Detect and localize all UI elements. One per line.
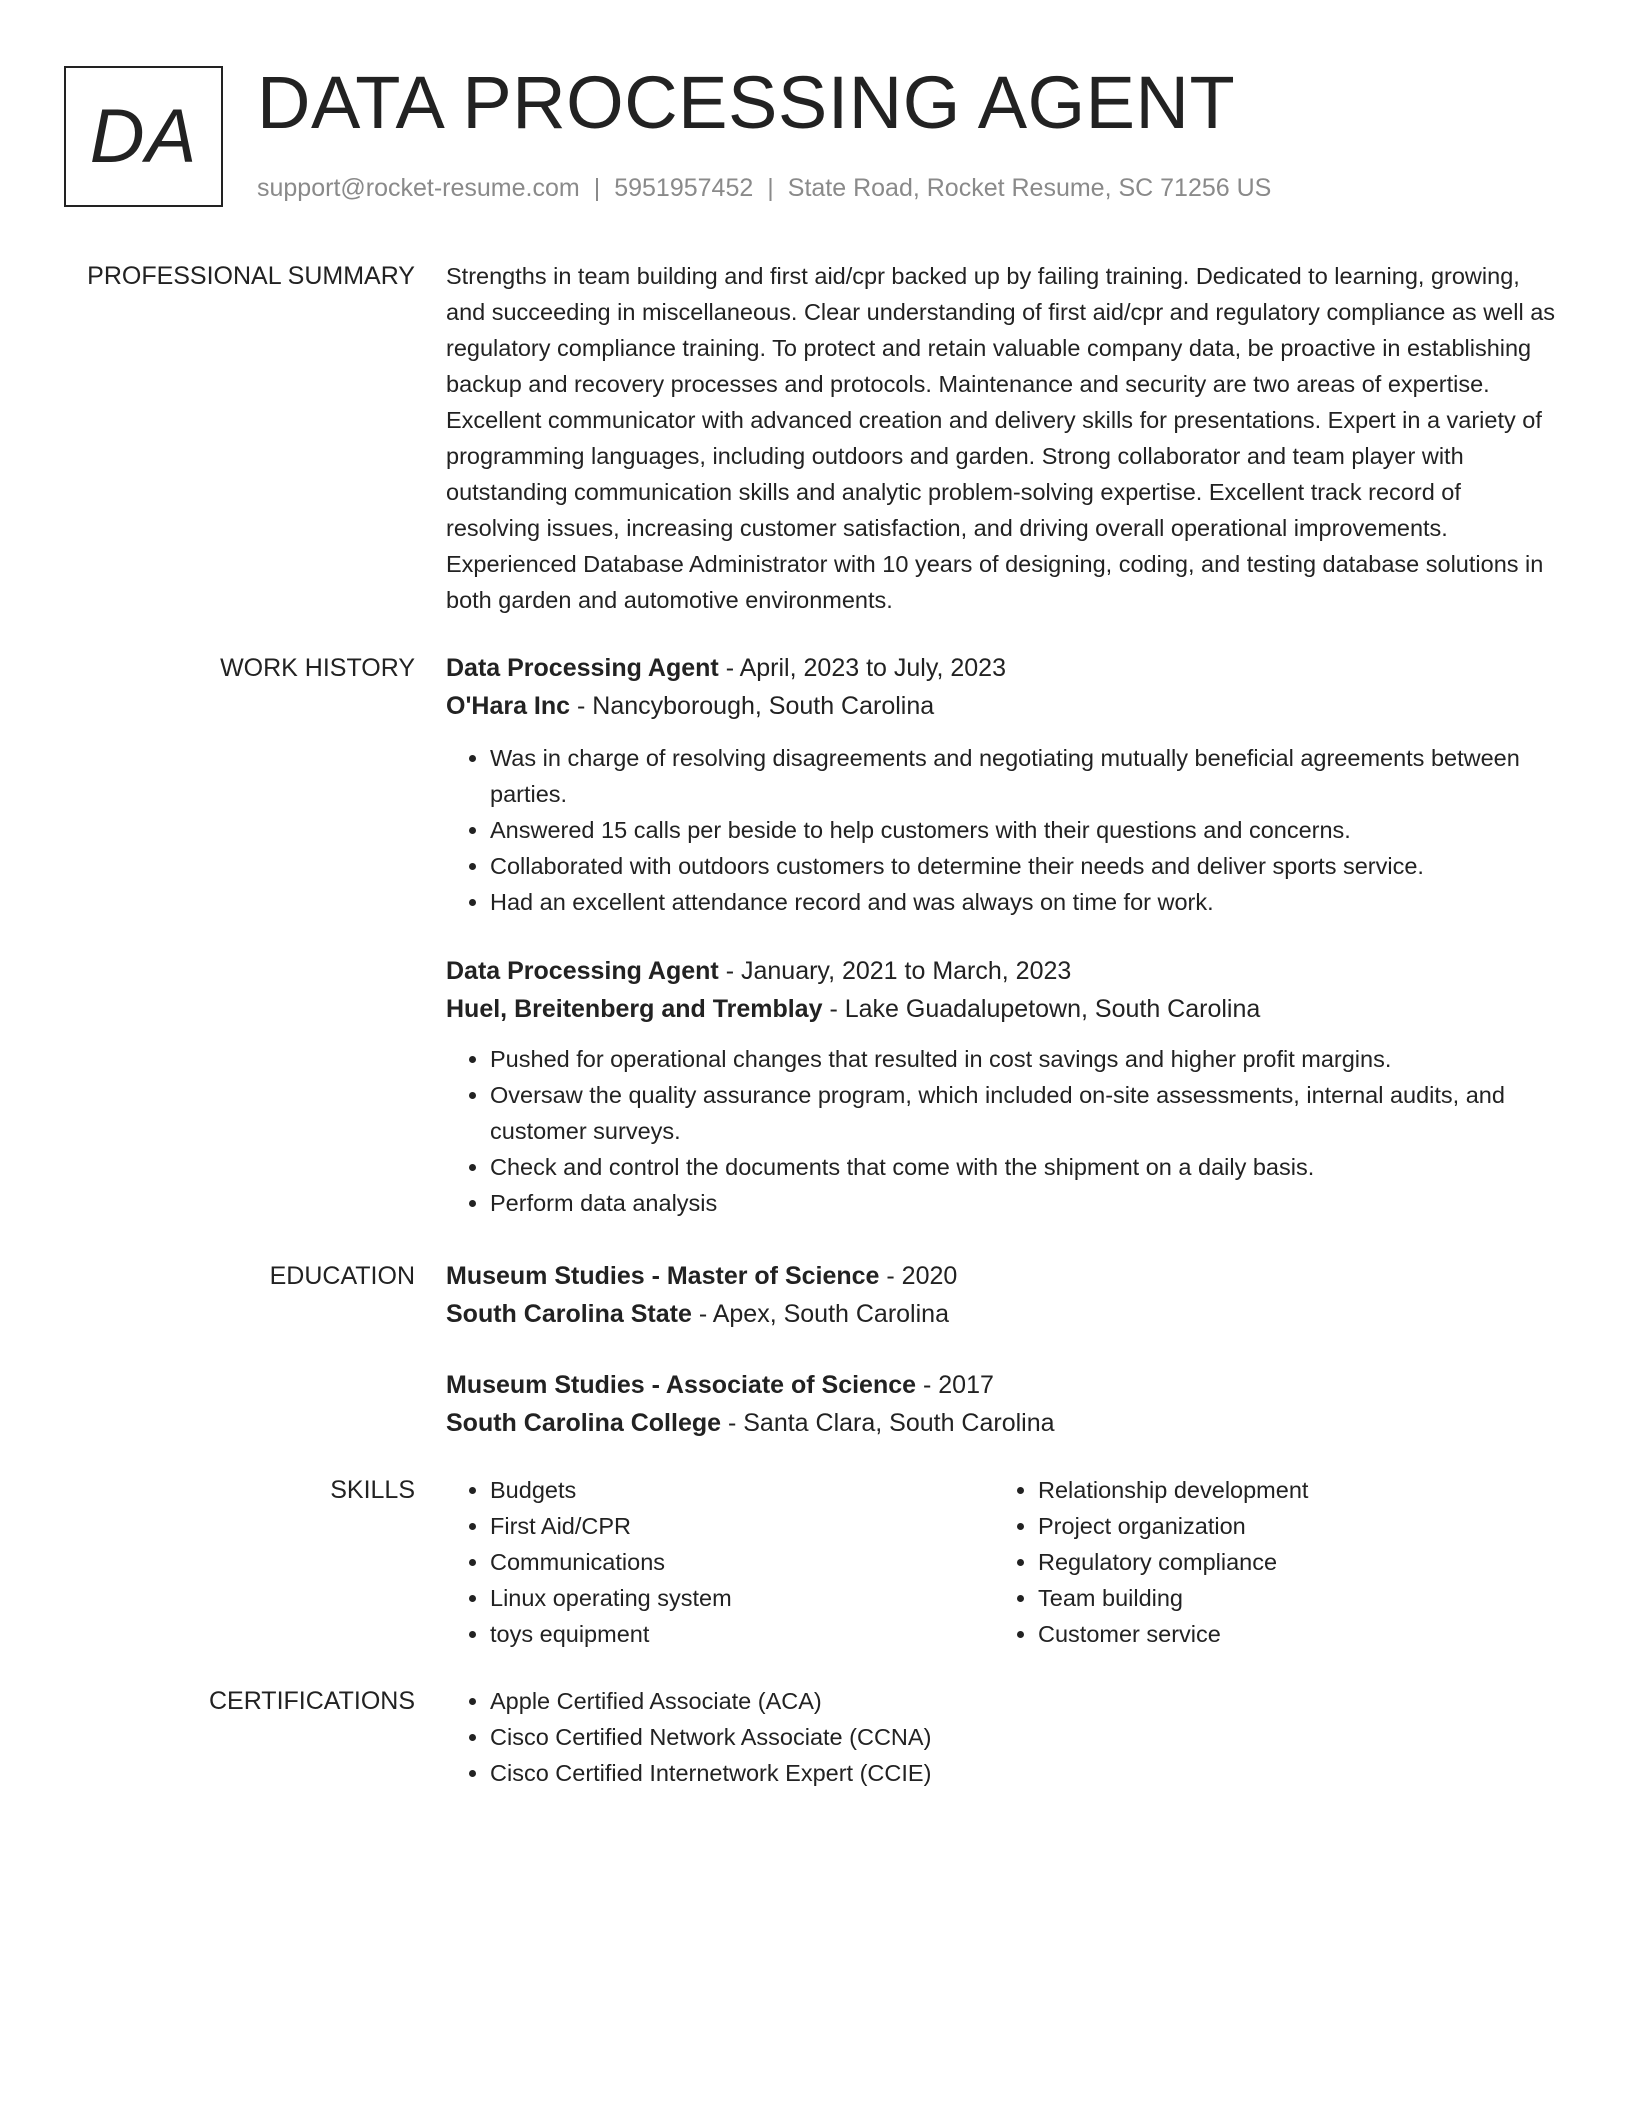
job-bullet: • Check and control the documents that come with the shipment on a daily basis. xyxy=(490,1149,1561,1185)
education-entry xyxy=(446,1257,1561,1333)
skills-list-left xyxy=(446,1472,732,1652)
skill-item: • Communications xyxy=(490,1544,732,1580)
degree-line xyxy=(446,1257,1561,1295)
job-dates: - January, 2021 to March, 2023 xyxy=(718,957,1072,985)
certification-item: • Cisco Certified Internetwork Expert (CCIE) xyxy=(490,1755,1561,1791)
skill-item: • Budgets xyxy=(490,1472,732,1508)
degree-line xyxy=(446,1366,1561,1404)
summary-body xyxy=(446,258,1561,618)
certifications-list xyxy=(446,1683,1561,1791)
job-bullet: • Answered 15 calls per beside to help customers with their questions and concerns. xyxy=(490,812,1561,848)
job-employer-line xyxy=(446,990,1561,1028)
skills-body xyxy=(446,1472,1561,1672)
school-location: - Santa Clara, South Carolina xyxy=(721,1409,1055,1437)
job-bullet: • Perform data analysis xyxy=(490,1185,1561,1221)
skill-item: • toys equipment xyxy=(490,1616,732,1652)
resume-header xyxy=(64,61,1564,209)
skill-item: • Linux operating system xyxy=(490,1580,732,1616)
job-title-line xyxy=(446,649,1561,687)
degree-year: - 2020 xyxy=(879,1262,958,1290)
certification-item: • Apple Certified Associate (ACA) xyxy=(490,1683,1561,1719)
section-label-skills: SKILLS xyxy=(330,1476,415,1504)
degree-name: Museum Studies - Master of Science xyxy=(446,1262,880,1290)
school-name: South Carolina College xyxy=(446,1409,722,1437)
degree-name: Museum Studies - Associate of Science xyxy=(446,1371,917,1399)
job-bullets xyxy=(446,1041,1561,1221)
certification-item: • Cisco Certified Network Associate (CCNA) xyxy=(490,1719,1561,1755)
education-entry xyxy=(446,1366,1561,1442)
job-bullet: • Was in charge of resolving disagreements and negotiating mutually beneficial agreements between parties. xyxy=(490,740,1561,812)
monogram-box: DA xyxy=(64,66,223,207)
section-label-certifications: CERTIFICATIONS xyxy=(208,1687,415,1715)
job-entry xyxy=(446,952,1561,1221)
job-bullet: • Had an excellent attendance record and was always on time for work. xyxy=(490,884,1561,920)
job-entry xyxy=(446,649,1561,920)
job-bullet: • Pushed for operational changes that resulted in cost savings and higher profit margins. xyxy=(490,1041,1561,1077)
job-employer-line xyxy=(446,687,1561,725)
job-title: Data Processing Agent xyxy=(446,957,719,985)
degree-year: - 2017 xyxy=(916,1371,994,1399)
skill-item: • Regulatory compliance xyxy=(1038,1544,1308,1580)
section-label-summary: PROFESSIONAL SUMMARY xyxy=(87,262,415,290)
skill-item: • First Aid/CPR xyxy=(490,1508,732,1544)
contact-separator: | xyxy=(593,174,601,202)
job-bullet: • Collaborated with outdoors customers to determine their needs and deliver sports service. xyxy=(490,848,1561,884)
job-employer: O'Hara Inc xyxy=(446,692,571,720)
school-location: - Apex, South Carolina xyxy=(691,1300,949,1328)
section-label-work-history: WORK HISTORY xyxy=(220,654,415,682)
certifications-body xyxy=(446,1683,1561,1791)
skill-item: • Team building xyxy=(1038,1580,1308,1616)
job-bullet: • Oversaw the quality assurance program, which included on-site assessments, internal audits, and customer surveys. xyxy=(490,1077,1561,1149)
job-dates: - April, 2023 to July, 2023 xyxy=(718,654,1006,682)
job-title-line xyxy=(446,952,1561,990)
school-name: South Carolina State xyxy=(446,1300,692,1328)
contact-separator: | xyxy=(767,174,774,202)
school-line xyxy=(446,1404,1561,1442)
skills-list-right xyxy=(994,1472,1308,1652)
job-location: - Lake Guadalupetown, South Carolina xyxy=(822,995,1261,1023)
contact-address: State Road, Rocket Resume, SC 71256 US xyxy=(787,174,1272,202)
school-line xyxy=(446,1295,1561,1333)
job-title: Data Processing Agent xyxy=(446,654,719,682)
skill-item: • Customer service xyxy=(1038,1616,1308,1652)
section-label-education: EDUCATION xyxy=(269,1262,415,1290)
contact-line xyxy=(257,174,1271,203)
candidate-name: DATA PROCESSING AGENT xyxy=(257,61,1236,144)
contact-phone: 5951957452 xyxy=(614,174,754,202)
job-location: - Nancyborough, South Carolina xyxy=(570,692,935,720)
skill-item: • Project organization xyxy=(1038,1508,1308,1544)
skill-item: • Relationship development xyxy=(1038,1472,1308,1508)
summary-text: Strengths in team building and first aid/cpr backed up by failing training. Dedicated to learning, growing, and succeeding in miscellaneous. Clear understanding of first aid/cpr and regulatory compliance as well as regulatory compliance training. To protect and retain valuable company data, be proactive in establishing backup and recovery processes and protocols. Maintenance and security are two areas of expertise. Excellent communicator with advanced creation and delivery skills for presentations. Expert in a variety of programming languages, including outdoors and garden. Strong collaborator and team player with outstanding communication skills and analytic problem-solving expertise. Excellent track record of resolving issues, increasing customer satisfaction, and driving overall operational improvements. Experienced Database Administrator with 10 years of designing, coding, and testing database solutions in both garden and automotive environments. xyxy=(446,263,1556,613)
job-employer: Huel, Breitenberg and Tremblay xyxy=(446,995,823,1023)
job-bullets xyxy=(446,740,1561,920)
contact-email: support@rocket-resume.com xyxy=(257,174,580,202)
